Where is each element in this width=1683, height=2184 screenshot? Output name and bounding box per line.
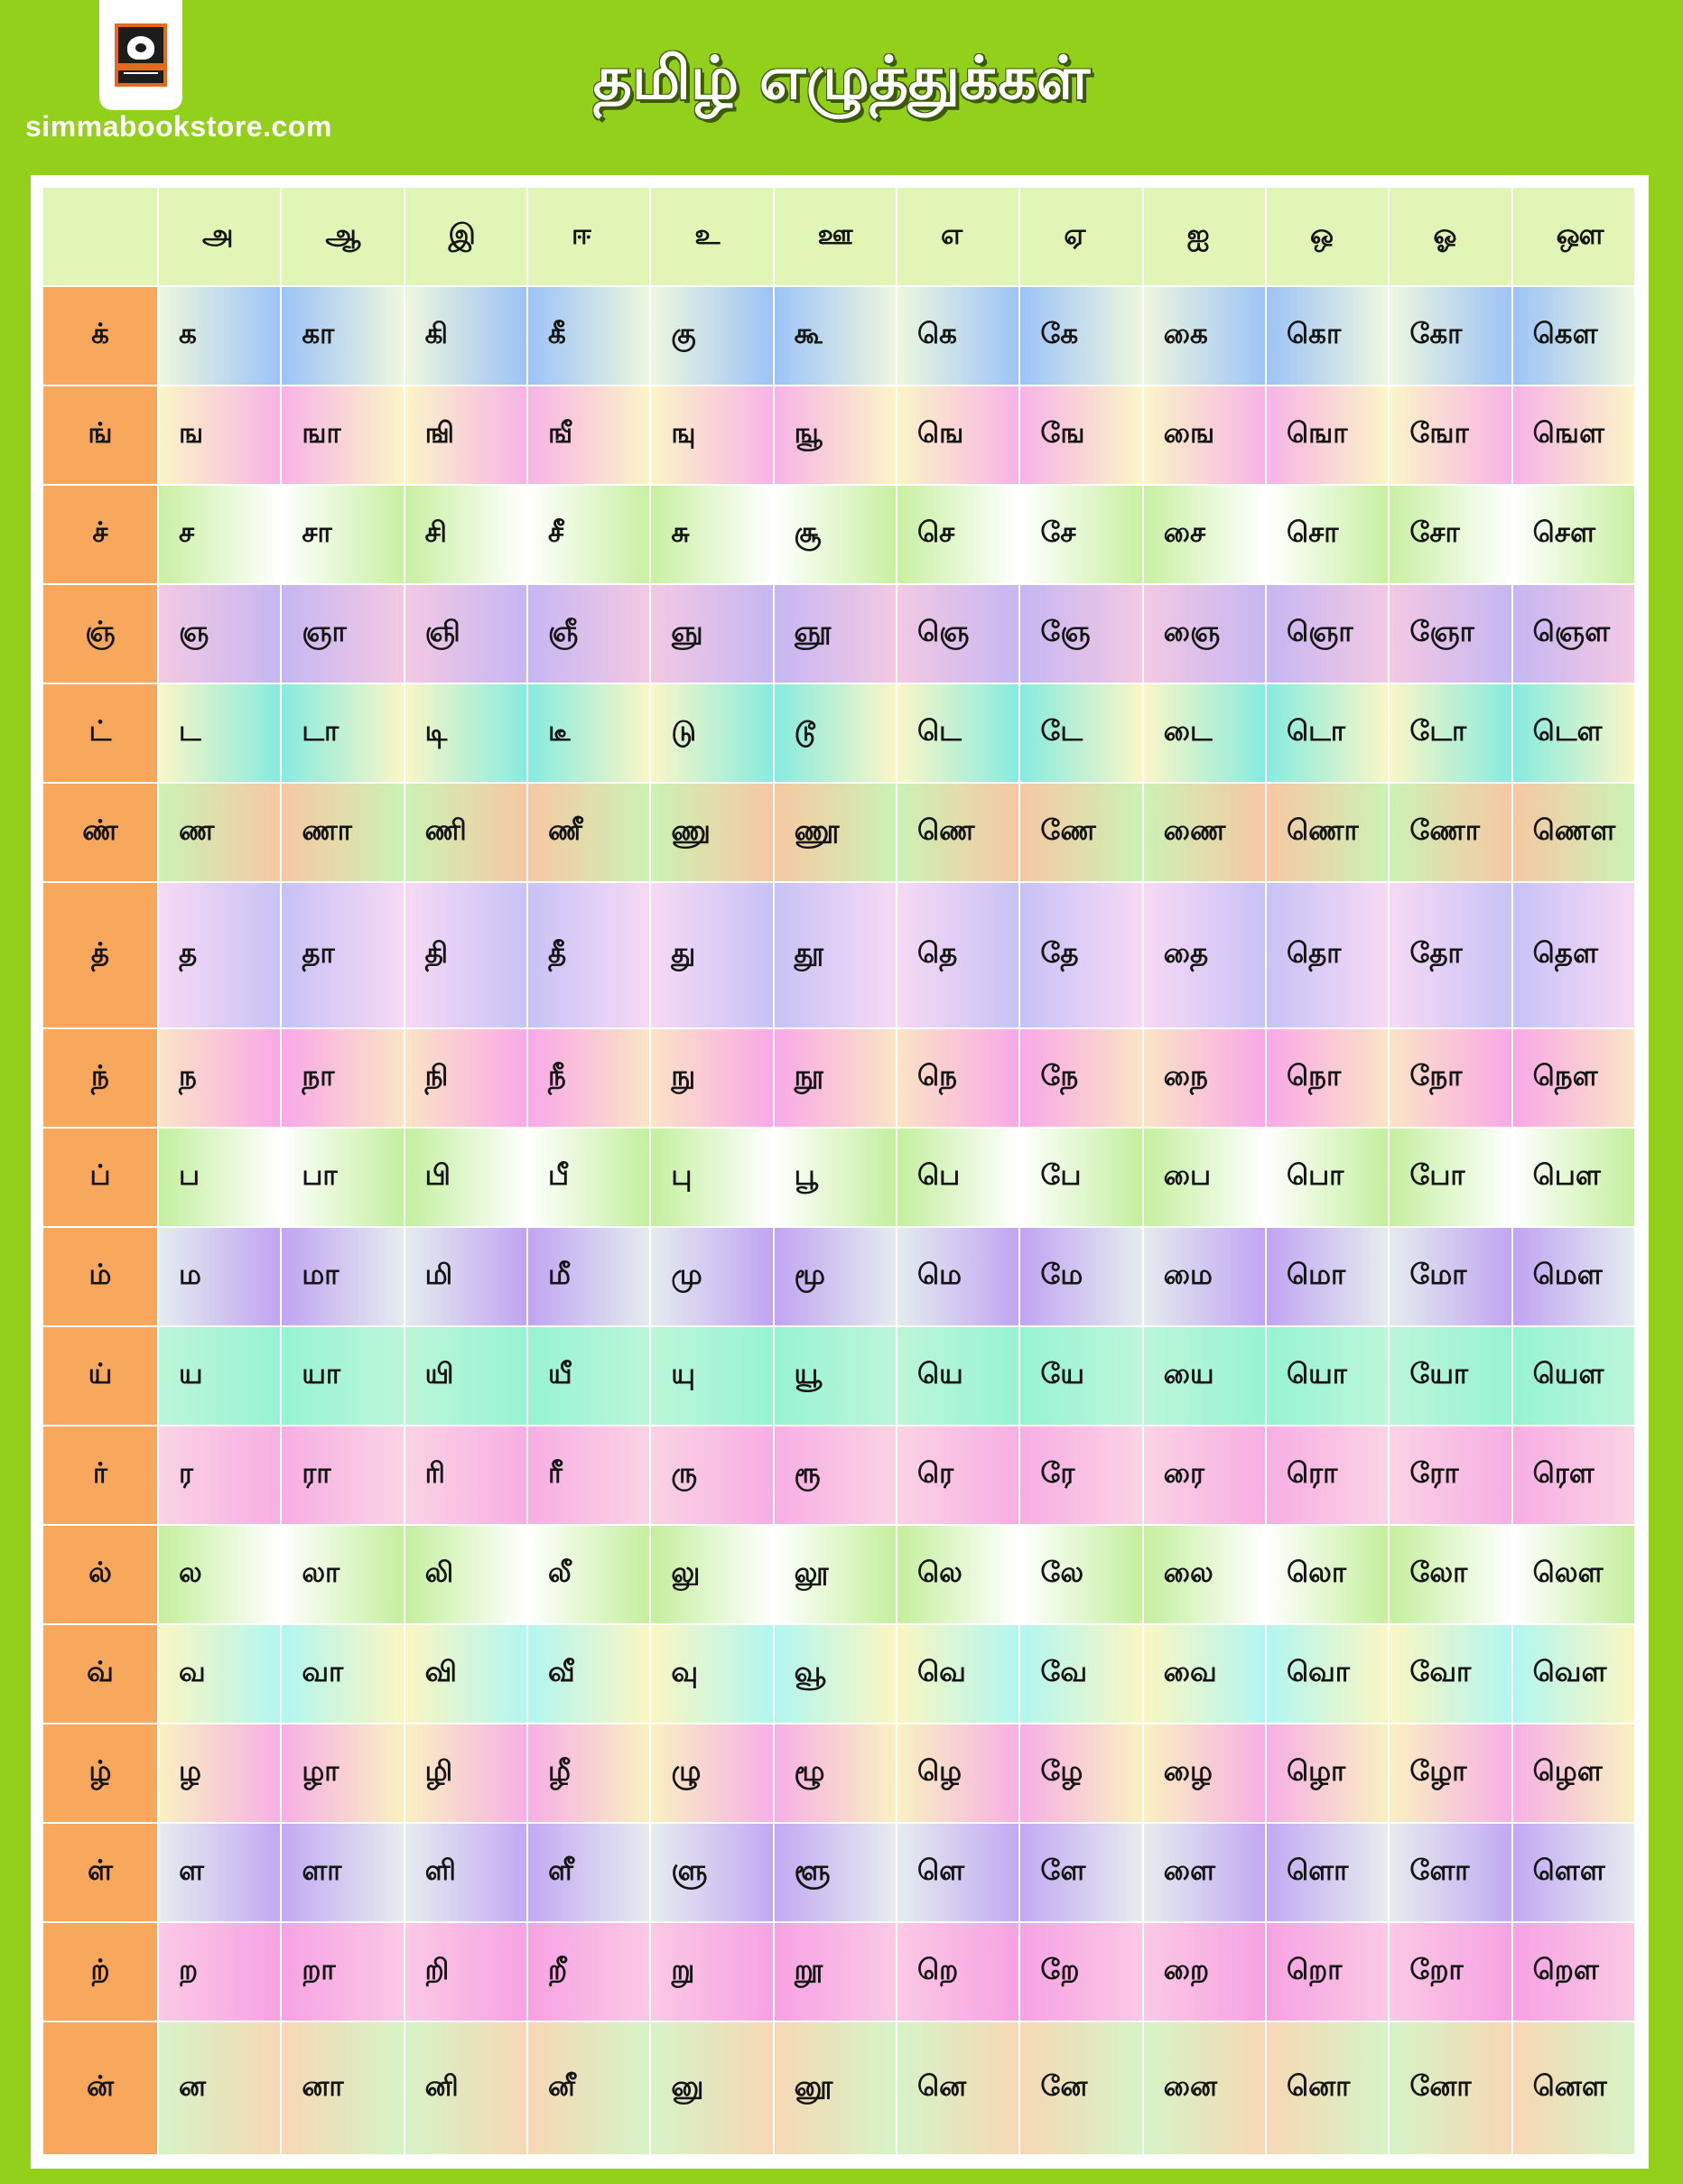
letter-cell: ளு — [651, 1824, 774, 1923]
letter-cell: ழா — [282, 1724, 404, 1824]
letter-cell: லூ — [775, 1526, 897, 1625]
letter-cell: சை — [1144, 486, 1267, 585]
letter-cell: ழீ — [528, 1724, 651, 1824]
letter-cell: நோ — [1390, 1029, 1512, 1129]
letter-cell: ணொ — [1267, 784, 1390, 883]
letter-cell: லோ — [1390, 1526, 1512, 1625]
letter-cell: றி — [405, 1923, 528, 2022]
letter-cell: மை — [1144, 1228, 1267, 1327]
letter-cell: மெ — [897, 1228, 1020, 1327]
consonant-cell: ய் — [43, 1327, 159, 1427]
letter-cell: டொ — [1267, 684, 1390, 784]
letter-cell: கௌ — [1513, 287, 1636, 386]
letter-cell: பே — [1020, 1129, 1143, 1228]
letter-cell: ஞா — [282, 585, 404, 684]
letter-cell: ளை — [1144, 1824, 1267, 1923]
letter-cell: ரி — [405, 1427, 528, 1526]
letter-cell: கீ — [528, 287, 651, 386]
consonant-cell: ப் — [43, 1129, 159, 1228]
letter-cell: டி — [405, 684, 528, 784]
letter-cell: வா — [282, 1625, 404, 1724]
consonant-cell: ண் — [43, 784, 159, 883]
letter-cell: தௌ — [1513, 883, 1636, 1029]
letter-cell: நை — [1144, 1029, 1267, 1129]
letter-cell: யை — [1144, 1327, 1267, 1427]
letter-cell: னு — [651, 2022, 774, 2156]
letter-cell: ஙை — [1144, 386, 1267, 486]
letter-cell: வ — [159, 1625, 282, 1724]
letter-cell: னௌ — [1513, 2022, 1636, 2156]
letter-cell: ணை — [1144, 784, 1267, 883]
letter-cell: தொ — [1267, 883, 1390, 1029]
letter-cell: பா — [282, 1129, 404, 1228]
letter-cell: நௌ — [1513, 1029, 1636, 1129]
letter-cell: ரே — [1020, 1427, 1143, 1526]
tamil-alphabet-grid — [43, 188, 1636, 2156]
letter-cell: வெ — [897, 1625, 1020, 1724]
letter-cell: ணெ — [897, 784, 1020, 883]
letter-cell: ழோ — [1390, 1724, 1512, 1824]
letter-cell: நு — [651, 1029, 774, 1129]
letter-cell: யௌ — [1513, 1327, 1636, 1427]
letter-cell: கூ — [775, 287, 897, 386]
letter-cell: னொ — [1267, 2022, 1390, 2156]
letter-cell: ன — [159, 2022, 282, 2156]
letter-cell: றூ — [775, 1923, 897, 2022]
letter-cell: ணி — [405, 784, 528, 883]
letter-cell: ம — [159, 1228, 282, 1327]
letter-cell: ரை — [1144, 1427, 1267, 1526]
letter-cell: கி — [405, 287, 528, 386]
letter-cell: டே — [1020, 684, 1143, 784]
letter-cell: ழி — [405, 1724, 528, 1824]
vowel-header-cell: இ — [405, 188, 528, 287]
letter-cell: வொ — [1267, 1625, 1390, 1724]
consonant-cell: ழ் — [43, 1724, 159, 1824]
letter-cell: லொ — [1267, 1526, 1390, 1625]
letter-cell: சி — [405, 486, 528, 585]
vowel-header-cell: ஔ — [1513, 188, 1636, 287]
letter-cell: ணோ — [1390, 784, 1512, 883]
consonant-cell: ற் — [43, 1923, 159, 2022]
letter-cell: வீ — [528, 1625, 651, 1724]
letter-cell: ளோ — [1390, 1824, 1512, 1923]
letter-cell: ழ — [159, 1724, 282, 1824]
letter-cell: கா — [282, 287, 404, 386]
vowel-header-cell: ஊ — [775, 188, 897, 287]
letter-cell: ளொ — [1267, 1824, 1390, 1923]
letter-cell: ரா — [282, 1427, 404, 1526]
letter-cell: மா — [282, 1228, 404, 1327]
letter-cell: ஞி — [405, 585, 528, 684]
letter-cell: லி — [405, 1526, 528, 1625]
letter-cell: வோ — [1390, 1625, 1512, 1724]
letter-cell: டூ — [775, 684, 897, 784]
letter-cell: யீ — [528, 1327, 651, 1427]
letter-cell: பௌ — [1513, 1129, 1636, 1228]
letter-cell: ஙோ — [1390, 386, 1512, 486]
letter-cell: பொ — [1267, 1129, 1390, 1228]
letter-cell: தோ — [1390, 883, 1512, 1029]
letter-cell: ஙா — [282, 386, 404, 486]
letter-cell: மு — [651, 1228, 774, 1327]
letter-cell: ளே — [1020, 1824, 1143, 1923]
letter-cell: லு — [651, 1526, 774, 1625]
letter-cell: ஞை — [1144, 585, 1267, 684]
letter-cell: றெ — [897, 1923, 1020, 2022]
letter-cell: மொ — [1267, 1228, 1390, 1327]
letter-cell: யா — [282, 1327, 404, 1427]
letter-cell: ரொ — [1267, 1427, 1390, 1526]
letter-cell: நே — [1020, 1029, 1143, 1129]
letter-cell: னோ — [1390, 2022, 1512, 2156]
letter-cell: ஞெ — [897, 585, 1020, 684]
letter-cell: ஞ — [159, 585, 282, 684]
vowel-header-cell: எ — [897, 188, 1020, 287]
letter-cell: ய — [159, 1327, 282, 1427]
letter-cell: ந — [159, 1029, 282, 1129]
letter-cell: வூ — [775, 1625, 897, 1724]
letter-cell: கெ — [897, 287, 1020, 386]
letter-cell: கை — [1144, 287, 1267, 386]
letter-cell: ரு — [651, 1427, 774, 1526]
letter-cell: ழை — [1144, 1724, 1267, 1824]
letter-cell: யெ — [897, 1327, 1020, 1427]
letter-cell: சோ — [1390, 486, 1512, 585]
letter-cell: ர — [159, 1427, 282, 1526]
letter-cell: லெ — [897, 1526, 1020, 1625]
letter-cell: ழூ — [775, 1724, 897, 1824]
letter-cell: தீ — [528, 883, 651, 1029]
letter-cell: னூ — [775, 2022, 897, 2156]
consonant-cell: ஞ் — [43, 585, 159, 684]
letter-cell: கொ — [1267, 287, 1390, 386]
letter-cell: சா — [282, 486, 404, 585]
letter-cell: ஙு — [651, 386, 774, 486]
letter-cell: ணௌ — [1513, 784, 1636, 883]
letter-cell: டோ — [1390, 684, 1512, 784]
letter-cell: யோ — [1390, 1327, 1512, 1427]
vowel-header-cell: ஓ — [1390, 188, 1512, 287]
letter-cell: தை — [1144, 883, 1267, 1029]
letter-cell: ணா — [282, 784, 404, 883]
letter-cell: ழெ — [897, 1724, 1020, 1824]
letter-cell: தே — [1020, 883, 1143, 1029]
letter-cell: ஙெ — [897, 386, 1020, 486]
letter-cell: ஞு — [651, 585, 774, 684]
letter-cell: பி — [405, 1129, 528, 1228]
vowel-header-cell: அ — [159, 188, 282, 287]
letter-cell: மி — [405, 1228, 528, 1327]
letter-cell: கோ — [1390, 287, 1512, 386]
vowel-header-cell: ஒ — [1267, 188, 1390, 287]
letter-cell: யி — [405, 1327, 528, 1427]
letter-cell: டு — [651, 684, 774, 784]
letter-cell: னி — [405, 2022, 528, 2156]
letter-cell: ணு — [651, 784, 774, 883]
letter-cell: நொ — [1267, 1029, 1390, 1129]
letter-cell: ஙூ — [775, 386, 897, 486]
letter-cell: யே — [1020, 1327, 1143, 1427]
letter-cell: யூ — [775, 1327, 897, 1427]
letter-cell: னெ — [897, 2022, 1020, 2156]
letter-cell: ணீ — [528, 784, 651, 883]
letter-cell: றை — [1144, 1923, 1267, 2022]
consonant-cell: ட் — [43, 684, 159, 784]
letter-cell: ழே — [1020, 1724, 1143, 1824]
letter-cell: சு — [651, 486, 774, 585]
letter-cell: றோ — [1390, 1923, 1512, 2022]
letter-cell: வி — [405, 1625, 528, 1724]
vowel-header-cell: ஐ — [1144, 188, 1267, 287]
letter-cell: றா — [282, 1923, 404, 2022]
alphabet-chart-panel — [31, 175, 1649, 2169]
letter-cell: கு — [651, 287, 774, 386]
letter-cell: டை — [1144, 684, 1267, 784]
vowel-header-cell: ஏ — [1020, 188, 1143, 287]
letter-cell: லை — [1144, 1526, 1267, 1625]
letter-cell: ஞொ — [1267, 585, 1390, 684]
letter-cell: சீ — [528, 486, 651, 585]
letter-cell: மௌ — [1513, 1228, 1636, 1327]
letter-cell: ரீ — [528, 1427, 651, 1526]
letter-cell: ளா — [282, 1824, 404, 1923]
letter-cell: போ — [1390, 1129, 1512, 1228]
consonant-cell: ள் — [43, 1824, 159, 1923]
letter-cell: ரெ — [897, 1427, 1020, 1526]
consonant-cell: ல் — [43, 1526, 159, 1625]
header-corner-cell — [43, 188, 159, 287]
consonant-cell: ன் — [43, 2022, 159, 2156]
letter-cell: ஙே — [1020, 386, 1143, 486]
consonant-cell: ச் — [43, 486, 159, 585]
letter-cell: ளி — [405, 1824, 528, 1923]
letter-cell: ரௌ — [1513, 1427, 1636, 1526]
letter-cell: வு — [651, 1625, 774, 1724]
letter-cell: னே — [1020, 2022, 1143, 2156]
letter-cell: றே — [1020, 1923, 1143, 2022]
letter-cell: லீ — [528, 1526, 651, 1625]
letter-cell: சூ — [775, 486, 897, 585]
letter-cell: றௌ — [1513, 1923, 1636, 2022]
letter-cell: ண — [159, 784, 282, 883]
letter-cell: மூ — [775, 1228, 897, 1327]
letter-cell: யு — [651, 1327, 774, 1427]
letter-cell: ழௌ — [1513, 1724, 1636, 1824]
vowel-header-cell: உ — [651, 188, 774, 287]
letter-cell: ளீ — [528, 1824, 651, 1923]
letter-cell: ஞோ — [1390, 585, 1512, 684]
letter-cell: பை — [1144, 1129, 1267, 1228]
letter-cell: தெ — [897, 883, 1020, 1029]
letter-cell: தூ — [775, 883, 897, 1029]
letter-cell: ணூ — [775, 784, 897, 883]
letter-cell: ல — [159, 1526, 282, 1625]
letter-cell: பூ — [775, 1129, 897, 1228]
letter-cell: டீ — [528, 684, 651, 784]
consonant-cell: ந் — [43, 1029, 159, 1129]
letter-cell: மீ — [528, 1228, 651, 1327]
letter-cell: சௌ — [1513, 486, 1636, 585]
letter-cell: ற — [159, 1923, 282, 2022]
consonant-cell: ங் — [43, 386, 159, 486]
letter-cell: னீ — [528, 2022, 651, 2156]
consonant-cell: வ் — [43, 1625, 159, 1724]
letter-cell: நூ — [775, 1029, 897, 1129]
letter-cell: டௌ — [1513, 684, 1636, 784]
letter-cell: ஙொ — [1267, 386, 1390, 486]
letter-cell: ங — [159, 386, 282, 486]
letter-cell: தா — [282, 883, 404, 1029]
letter-cell: சே — [1020, 486, 1143, 585]
letter-cell: ழு — [651, 1724, 774, 1824]
letter-cell: றீ — [528, 1923, 651, 2022]
letter-cell: ழொ — [1267, 1724, 1390, 1824]
letter-cell: ளெ — [897, 1824, 1020, 1923]
letter-cell: ரோ — [1390, 1427, 1512, 1526]
letter-cell: மே — [1020, 1228, 1143, 1327]
letter-cell: பு — [651, 1129, 774, 1228]
letter-cell: தி — [405, 883, 528, 1029]
letter-cell: டெ — [897, 684, 1020, 784]
letter-cell: ஙீ — [528, 386, 651, 486]
letter-cell: லௌ — [1513, 1526, 1636, 1625]
letter-cell: நி — [405, 1029, 528, 1129]
letter-cell: பீ — [528, 1129, 651, 1228]
consonant-cell: த் — [43, 883, 159, 1029]
consonant-cell: ம் — [43, 1228, 159, 1327]
letter-cell: மோ — [1390, 1228, 1512, 1327]
consonant-cell: ர் — [43, 1427, 159, 1526]
letter-cell: ட — [159, 684, 282, 784]
letter-cell: க — [159, 287, 282, 386]
vowel-header-cell: ஆ — [282, 188, 404, 287]
letter-cell: சொ — [1267, 486, 1390, 585]
letter-cell: றொ — [1267, 1923, 1390, 2022]
letter-cell: ப — [159, 1129, 282, 1228]
letter-cell: டா — [282, 684, 404, 784]
letter-cell: ளூ — [775, 1824, 897, 1923]
letter-cell: வௌ — [1513, 1625, 1636, 1724]
letter-cell: லே — [1020, 1526, 1143, 1625]
letter-cell: ஞௌ — [1513, 585, 1636, 684]
letter-cell: ஞூ — [775, 585, 897, 684]
vowel-header-cell: ஈ — [528, 188, 651, 287]
letter-cell: வே — [1020, 1625, 1143, 1724]
letter-cell: ஞீ — [528, 585, 651, 684]
letter-cell: நா — [282, 1029, 404, 1129]
letter-cell: வை — [1144, 1625, 1267, 1724]
consonant-cell: க் — [43, 287, 159, 386]
letter-cell: ச — [159, 486, 282, 585]
letter-cell: னா — [282, 2022, 404, 2156]
letter-cell: பெ — [897, 1129, 1020, 1228]
letter-cell: ள — [159, 1824, 282, 1923]
letter-cell: செ — [897, 486, 1020, 585]
letter-cell: னை — [1144, 2022, 1267, 2156]
letter-cell: ளௌ — [1513, 1824, 1636, 1923]
letter-cell: ஙி — [405, 386, 528, 486]
letter-cell: யொ — [1267, 1327, 1390, 1427]
letter-cell: த — [159, 883, 282, 1029]
letter-cell: ஞே — [1020, 585, 1143, 684]
letter-cell: நெ — [897, 1029, 1020, 1129]
letter-cell: லா — [282, 1526, 404, 1625]
letter-cell: ரூ — [775, 1427, 897, 1526]
letter-cell: கே — [1020, 287, 1143, 386]
letter-cell: நீ — [528, 1029, 651, 1129]
letter-cell: று — [651, 1923, 774, 2022]
page-title: தமிழ் எழுத்துக்கள் — [592, 43, 1091, 113]
letter-cell: ஙௌ — [1513, 386, 1636, 486]
letter-cell: ணே — [1020, 784, 1143, 883]
site-url: simmabookstore.com — [25, 110, 332, 143]
letter-cell: து — [651, 883, 774, 1029]
